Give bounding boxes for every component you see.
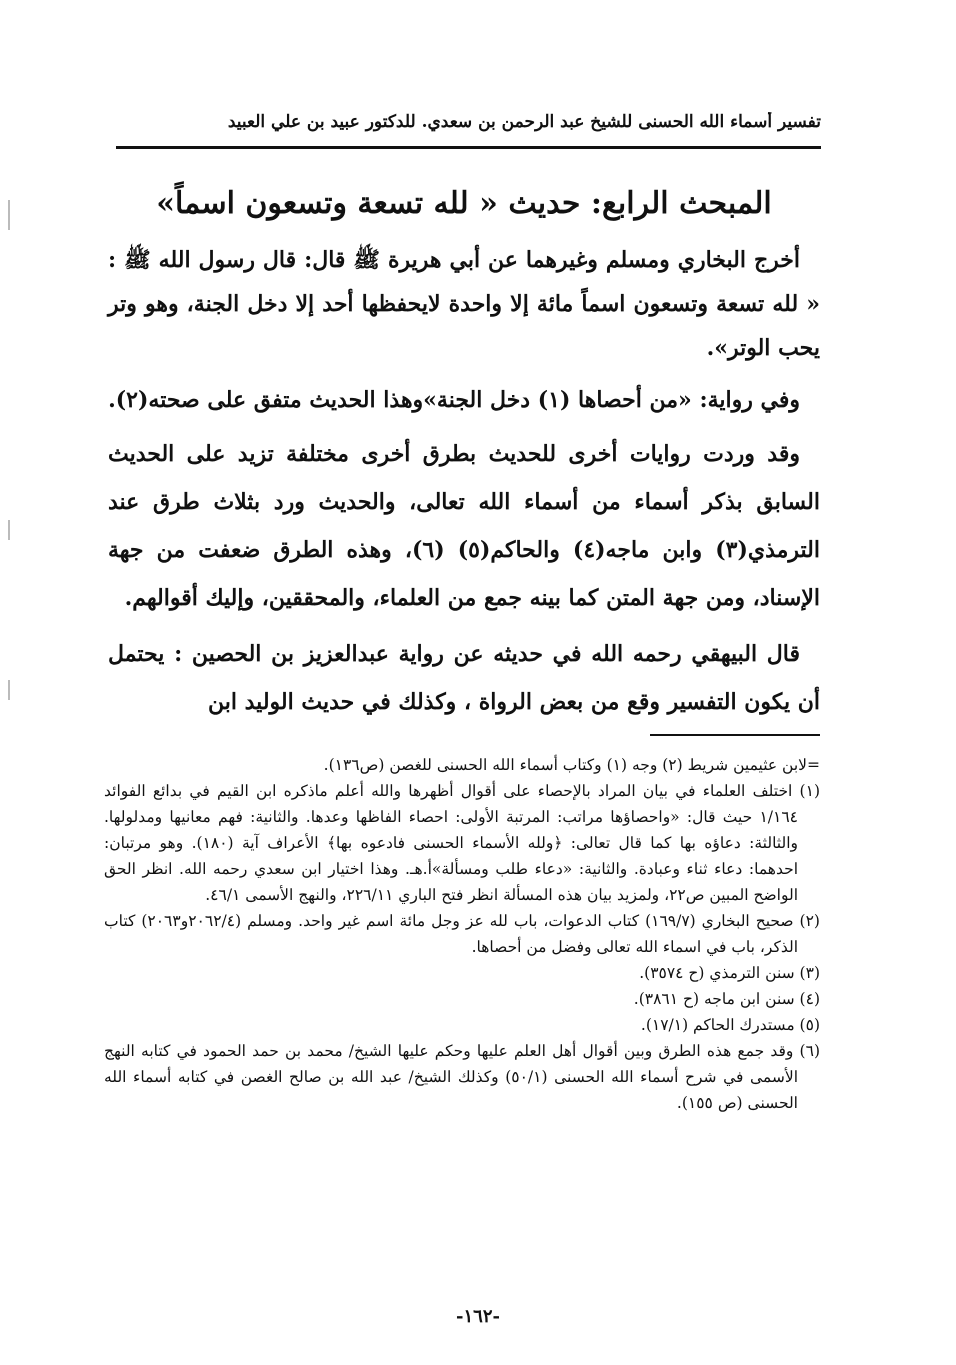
footnote-1: (١) اختلف العلماء في بيان المراد بالإحصاء على أقوال أظهرها والله أعلم ماذكره ابن القيم في بدائع الفوائد ١/١٦٤ حيث قال: «واحصاؤها مراتب: المرتبة الأولى: احصاء الفاظها وعدها. والثانية: فهم معانيها ومدلولها. والثالثة: دعاؤه بها كما قال تعالى: ﴿ولله الأسماء الحسنى فادعوه بها﴾ الأعراف آية (١٨٠). وهو مرتبان: احدهما: دعاء ثناء وعبادة. والثانية: «دعاء طلب ومسألة»أ.هـ. وهذا اختيار ابن سعدي رحمه الله. انظر الحق الواضح المبين ص٢٢، ولمزيد بيان هذه المسألة انظر فتح الباري ٢٢٦/١١، والنهج الأسمى ٤٦/١. xyxy=(104,782,820,904)
body-paragraph: وفي رواية: «من أحصاها (١) دخل الجنة»وهذا الحديث متفق على صحته(٢). xyxy=(108,387,800,413)
page-number: -١٦٢- xyxy=(456,1306,500,1327)
footnote-3: (٣) سنن الترمذي (ح ٣٥٧٤). xyxy=(639,964,820,982)
main-body xyxy=(108,180,820,734)
footnote-continuation: =لابن عثيمين شريط (٢) وجه (١) وكتاب أسماء الله الحسنى للغصن (ص١٣٦). xyxy=(323,756,820,774)
footnotes xyxy=(104,752,820,1116)
header-rule xyxy=(116,146,821,149)
body-paragraph: وقد وردت روايات أخرى للحديث بطرق أخرى مختلفة تزيد على الحديث السابق بذكر أسماء من أسماء الله تعالى، والحديث ورد بثلاث طرق عند الترمذي(٣) وابن ماجه(٤) والحاكم(٥) (٦)، وهذه الطرق ضعفت من جهة الإسناد، ومن جهة المتن كما بينه جمع من العلماء، والمحققين، وإليك أقوالهم. xyxy=(108,441,820,611)
footnote-5: (٥) مستدرك الحاكم (١٧/١). xyxy=(640,1016,820,1034)
scan-margin-mark xyxy=(8,520,10,540)
scan-margin-mark xyxy=(8,200,10,230)
body-paragraph: أخرج البخاري ومسلم وغيرهما عن أبي هريرة ﷺ قال: قال رسول الله ﷺ : « لله تسعة وتسعون اسماً مائة إلا واحدة لايحفظها أحد إلا دخل الجنة، وهو وتر يحب الوتر». xyxy=(108,247,820,361)
section-title: المبحث الرابع: حديث « لله تسعة وتسعون اسماً» xyxy=(156,186,772,221)
running-header: تفسير أسماء الله الحسنى للشيخ عبد الرحمن بن سعدي. للدكتور عبيد بن علي العبيد xyxy=(227,112,821,132)
footnote-4: (٤) سنن ابن ماجه (ح ٣٨٦١). xyxy=(633,990,820,1008)
footnote-2: (٢) صحيح البخاري (١٦٩/٧) كتاب الدعوات، باب لله عز وجل مائة اسم غير واحد. ومسلم (٢٠٦٢/٤و٢٠٦٣) كتاب الذكر، باب في اسماء الله تعالى وفضل من أحصاها. xyxy=(104,912,820,956)
scan-margin-mark xyxy=(8,680,10,700)
body-paragraph: قال البيهقي رحمه الله في حديثه عن رواية عبدالعزيز بن الحصين : يحتمل أن يكون التفسير وقع من بعض الرواة ، وكذلك في حديث الوليد ابن xyxy=(108,641,820,715)
footnote-separator xyxy=(650,734,820,736)
footnote-6: (٦) وقد جمع هذه الطرق وبين أقوال أهل العلم عليها وحكم عليها الشيخ/ محمد بن حمد الحمود في كتابه النهج الأسمى في شرح أسماء الله الحسنى (٥٠/١) وكذلك الشيخ/ عبد الله بن صالح الغصن في كتابه أسماء الله الحسنى (ص ١٥٥). xyxy=(104,1042,820,1112)
